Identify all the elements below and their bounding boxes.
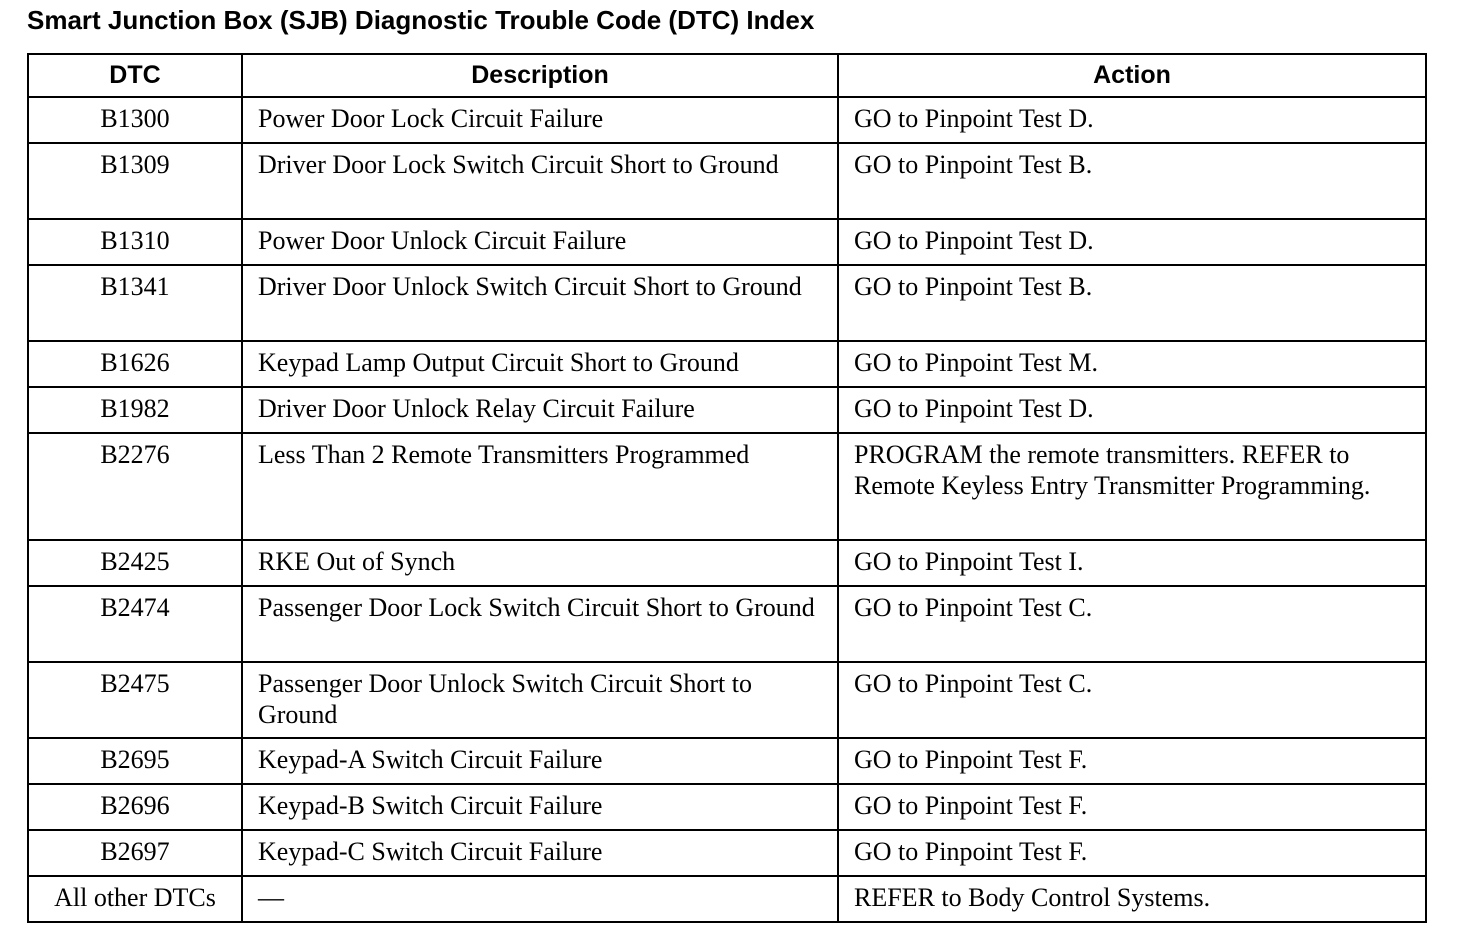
column-header-action: Action — [838, 54, 1426, 97]
action-cell: REFER to Body Control Systems. — [838, 876, 1426, 922]
dtc-cell: B1341 — [28, 265, 242, 341]
action-cell: PROGRAM the remote transmitters. REFER to Remote Keyless Entry Transmitter Programming. — [838, 433, 1426, 540]
action-cell: GO to Pinpoint Test I. — [838, 540, 1426, 586]
description-cell: Power Door Lock Circuit Failure — [242, 97, 838, 143]
dtc-cell: B2474 — [28, 586, 242, 662]
description-cell: Passenger Door Lock Switch Circuit Short to Ground — [242, 586, 838, 662]
action-cell: GO to Pinpoint Test F. — [838, 784, 1426, 830]
table-row — [28, 876, 1426, 922]
dtc-index-table — [27, 53, 1427, 923]
table-row — [28, 784, 1426, 830]
description-cell: RKE Out of Synch — [242, 540, 838, 586]
dtc-cell: B2695 — [28, 738, 242, 784]
table-row — [28, 219, 1426, 265]
table-row — [28, 265, 1426, 341]
table-row — [28, 540, 1426, 586]
dtc-cell: B2696 — [28, 784, 242, 830]
action-cell: GO to Pinpoint Test D. — [838, 219, 1426, 265]
table-row — [28, 97, 1426, 143]
action-cell: GO to Pinpoint Test M. — [838, 341, 1426, 387]
action-cell: GO to Pinpoint Test C. — [838, 662, 1426, 738]
dtc-cell: B2697 — [28, 830, 242, 876]
table-row — [28, 433, 1426, 540]
dtc-cell: B1982 — [28, 387, 242, 433]
column-header-description: Description — [242, 54, 838, 97]
action-cell: GO to Pinpoint Test B. — [838, 143, 1426, 219]
action-cell: GO to Pinpoint Test C. — [838, 586, 1426, 662]
action-cell: GO to Pinpoint Test F. — [838, 830, 1426, 876]
table-row — [28, 662, 1426, 738]
description-cell: — — [242, 876, 838, 922]
table-header-row — [28, 54, 1426, 97]
action-cell: GO to Pinpoint Test F. — [838, 738, 1426, 784]
description-cell: Driver Door Unlock Relay Circuit Failure — [242, 387, 838, 433]
description-cell: Less Than 2 Remote Transmitters Programmed — [242, 433, 838, 540]
dtc-cell: B2425 — [28, 540, 242, 586]
dtc-cell: B1626 — [28, 341, 242, 387]
description-cell: Power Door Unlock Circuit Failure — [242, 219, 838, 265]
action-cell: GO to Pinpoint Test D. — [838, 97, 1426, 143]
description-cell: Keypad Lamp Output Circuit Short to Ground — [242, 341, 838, 387]
action-cell: GO to Pinpoint Test D. — [838, 387, 1426, 433]
description-cell: Keypad-A Switch Circuit Failure — [242, 738, 838, 784]
dtc-cell: B2276 — [28, 433, 242, 540]
table-row — [28, 586, 1426, 662]
action-cell: GO to Pinpoint Test B. — [838, 265, 1426, 341]
description-cell: Keypad-B Switch Circuit Failure — [242, 784, 838, 830]
dtc-cell: B1309 — [28, 143, 242, 219]
table-row — [28, 830, 1426, 876]
dtc-cell: B2475 — [28, 662, 242, 738]
table-row — [28, 143, 1426, 219]
dtc-cell: All other DTCs — [28, 876, 242, 922]
description-cell: Driver Door Lock Switch Circuit Short to Ground — [242, 143, 838, 219]
description-cell: Passenger Door Unlock Switch Circuit Short to Ground — [242, 662, 838, 738]
dtc-cell: B1300 — [28, 97, 242, 143]
document-title: Smart Junction Box (SJB) Diagnostic Trouble Code (DTC) Index — [27, 5, 815, 35]
description-cell: Keypad-C Switch Circuit Failure — [242, 830, 838, 876]
table-row — [28, 387, 1426, 433]
description-cell: Driver Door Unlock Switch Circuit Short to Ground — [242, 265, 838, 341]
table-row — [28, 738, 1426, 784]
table-row — [28, 341, 1426, 387]
column-header-dtc: DTC — [28, 54, 242, 97]
dtc-cell: B1310 — [28, 219, 242, 265]
